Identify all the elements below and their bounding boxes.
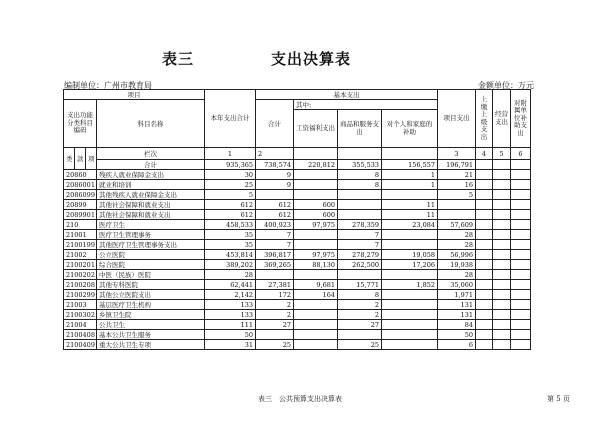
cell-pers [382,240,438,250]
header-func-code: 支出功能分类科目编码 [64,100,97,148]
cell-sal: 164 [294,290,338,300]
cell-sub: 2 [256,310,294,320]
cell-up [476,230,493,240]
cell-subs [511,300,531,310]
cell-subs [511,320,531,330]
cell-total: 30 [205,170,256,180]
header-salary: 工资福利支出 [294,110,338,148]
cell-proj: 19,938 [438,260,476,270]
cell-sal [294,310,338,320]
row-code: 2100408 [64,330,97,340]
cell-proj: 6 [438,340,476,350]
cell-subs [511,340,531,350]
cell-up [476,340,493,350]
cell-total: 458,533 [205,220,256,230]
col-no-6: 6 [511,148,531,160]
cell-sal [294,170,338,180]
cell-total: 612 [205,200,256,210]
table-row [64,190,531,200]
cell-total: 5 [205,190,256,200]
cell-pers: 23,084 [382,220,438,230]
cell-goods: 8 [338,170,382,180]
cell-pers: 1,852 [382,280,438,290]
cell-biz [493,250,511,260]
cell-goods [338,330,382,340]
table-row [64,210,531,220]
cell-up [476,280,493,290]
cell-biz [493,260,511,270]
header-project: 项目支出 [438,90,476,148]
cell-subs [511,250,531,260]
header-lei: 类 [64,148,75,170]
table-row [64,180,531,190]
row-code: 2100201 [64,260,97,270]
table-row [64,300,531,310]
table-row [64,240,531,250]
row-code: 2100202 [64,270,97,280]
header-basic: 基本支出 [256,90,438,100]
cell-sub: 7 [256,240,294,250]
row-name: 综合医院 [97,260,205,270]
cell-sal: 600 [294,200,338,210]
cell-biz [493,230,511,240]
cell-total: 453,814 [205,250,256,260]
footer-caption: 表三 公共预算支出决算表 [258,395,342,403]
cell-sal [294,230,338,240]
cell-total: 35 [205,230,256,240]
cell-sal [294,330,338,340]
cell-proj: 50 [438,330,476,340]
cell-biz [493,220,511,230]
cell-subs [511,240,531,250]
cell-total: 35 [205,240,256,250]
cell-proj: 57,609 [438,220,476,230]
cell-goods: 2 [338,310,382,320]
col-no-5: 5 [493,148,511,160]
cell-sub: 738,574 [256,160,294,170]
cell-sub [256,330,294,340]
row-code: 2089901 [64,210,97,220]
cell-subs [511,330,531,340]
cell-biz [493,340,511,350]
col-no-1: 1 [205,148,256,160]
cell-proj: 196,791 [438,160,476,170]
col-no-4: 4 [476,148,493,160]
row-code: 20860 [64,170,97,180]
cell-goods: 278,359 [338,220,382,230]
cell-proj: 35,060 [438,280,476,290]
cell-proj [438,200,476,210]
cell-subs [511,270,531,280]
cell-biz [493,310,511,320]
row-name: 其他残疾人就业保障金支出 [97,190,205,200]
header-kuan: 款 [75,148,86,170]
cell-pers [382,340,438,350]
row-name: 公立医院 [97,250,205,260]
table-row [64,320,531,330]
amount-unit: 金额单位：万元 [478,81,534,90]
cell-pers [382,270,438,280]
cell-sal [294,190,338,200]
cell-subs [511,230,531,240]
cell-sal [294,340,338,350]
cell-goods [338,190,382,200]
cell-up [476,290,493,300]
cell-pers [382,300,438,310]
table-row [64,250,531,260]
row-name: 基层医疗卫生机构 [97,300,205,310]
cell-up [476,300,493,310]
cell-sub: 172 [256,290,294,300]
cell-sal: 97,975 [294,250,338,260]
cell-total: 612 [205,210,256,220]
col-no-2: 2 [256,148,294,160]
row-name: 重大公共卫生专项 [97,340,205,350]
cell-pers: 1 [382,170,438,180]
cell-biz [493,210,511,220]
table-row [64,280,531,290]
cell-pers: 156,557 [382,160,438,170]
cell-proj: 28 [438,270,476,280]
table-row [64,310,531,320]
cell-sal [294,180,338,190]
header-business: 经营支出 [493,90,511,148]
cell-biz [493,160,511,170]
cell-goods [338,270,382,280]
cell-goods: 8 [338,180,382,190]
cell-sal [294,270,338,280]
cell-subs [511,180,531,190]
cell-subs [511,210,531,220]
cell-sub: 612 [256,210,294,220]
cell-sal: 220,812 [294,160,338,170]
cell-up [476,170,493,180]
cell-biz [493,320,511,330]
cell-goods: 2 [338,300,382,310]
cell-pers: 19,058 [382,250,438,260]
cell-up [476,270,493,280]
row-code: 2100208 [64,280,97,290]
cell-goods: 7 [338,240,382,250]
cell-up [476,320,493,330]
cell-subs [511,290,531,300]
header-subject-name: 科目名称 [97,100,205,148]
row-code: 21002 [64,250,97,260]
cell-goods: 15,771 [338,280,382,290]
cell-total: 28 [205,270,256,280]
row-code: 21001 [64,230,97,240]
header-item: 项目 [64,90,205,100]
cell-sal [294,240,338,250]
row-name: 乡镇卫生院 [97,310,205,320]
header-goods: 商品和服务支出 [338,110,382,148]
cell-proj: 1,971 [438,290,476,300]
row-code: 2100299 [64,290,97,300]
cell-up [476,310,493,320]
cell-pers: 17,206 [382,260,438,270]
cell-total: 133 [205,300,256,310]
cell-goods: 355,533 [338,160,382,170]
cell-proj: 28 [438,230,476,240]
cell-biz [493,300,511,310]
table-row [64,260,531,270]
table-row [64,160,531,170]
row-code: 21003 [64,300,97,310]
cell-up [476,240,493,250]
cell-proj [438,210,476,220]
cell-sub: 400,923 [256,220,294,230]
compiling-unit: 编制单位：广州市教育局 [64,81,152,90]
col-no-3: 3 [438,148,476,160]
cell-subs [511,200,531,210]
row-name: 合计 [97,160,205,170]
cell-total: 133 [205,310,256,320]
cell-proj: 21 [438,170,476,180]
cell-total: 31 [205,340,256,350]
table-row [64,230,531,240]
cell-total: 50 [205,330,256,340]
cell-total: 2,142 [205,290,256,300]
header-personal: 对个人和家庭的补助 [382,110,438,148]
cell-proj: 84 [438,320,476,330]
row-code: 2086099 [64,190,97,200]
cell-goods: 7 [338,230,382,240]
cell-total: 111 [205,320,256,330]
cell-sal: 9,681 [294,280,338,290]
header-total-year: 本年支出合计 [205,90,256,148]
cell-up [476,250,493,260]
table-number: 表三 [162,50,195,68]
cell-biz [493,270,511,280]
cell-goods: 25 [338,340,382,350]
cell-pers [382,290,438,300]
cell-proj: 5 [438,190,476,200]
cell-biz [493,330,511,340]
cell-up [476,180,493,190]
cell-biz [493,240,511,250]
cell-sal: 600 [294,210,338,220]
cell-pers: 1 [382,180,438,190]
cell-sub: 9 [256,180,294,190]
table-row [64,220,531,230]
table-row [64,330,531,340]
cell-biz [493,200,511,210]
row-code: 2086001 [64,180,97,190]
row-name: 其他医疗卫生管理事务支出 [97,240,205,250]
cell-biz [493,290,511,300]
row-name: 其他社会保障和就业支出 [97,210,205,220]
cell-pers [382,310,438,320]
cell-up [476,220,493,230]
cell-sal: 88,130 [294,260,338,270]
cell-subs [511,160,531,170]
table-row [64,200,531,210]
cell-goods [338,200,382,210]
cell-pers: 11 [382,210,438,220]
cell-subs [511,310,531,320]
cell-up [476,190,493,200]
cell-up [476,200,493,210]
cell-total: 25 [205,180,256,190]
row-code: 2100302 [64,310,97,320]
cell-up [476,160,493,170]
cell-biz [493,190,511,200]
cell-goods: 8 [338,290,382,300]
cell-sub: 369,265 [256,260,294,270]
row-name: 医疗卫生 [97,220,205,230]
row-name: 中医（民族）医院 [97,270,205,280]
page-title: 支出决算表 [271,50,352,68]
cell-subs [511,220,531,230]
cell-proj: 28 [438,240,476,250]
row-name: 残疾人就业保障金支出 [97,170,205,180]
table-row [64,340,531,350]
row-name: 基本公共卫生服务 [97,330,205,340]
cell-goods [338,210,382,220]
cell-goods: 278,279 [338,250,382,260]
cell-sub: 27,381 [256,280,294,290]
cell-total: 389,202 [205,260,256,270]
cell-sub: 27 [256,320,294,330]
cell-goods: 262,500 [338,260,382,270]
cell-goods: 27 [338,320,382,330]
cell-up [476,330,493,340]
table-row [64,290,531,300]
header-subsidy: 对附属单位补助支出 [511,90,531,148]
cell-sal [294,300,338,310]
expenditure-table [63,89,531,350]
row-name: 其他公立医院支出 [97,290,205,300]
cell-sub: 612 [256,200,294,210]
row-name: 其他社会保障和就业支出 [97,200,205,210]
cell-sal: 97,975 [294,220,338,230]
row-name: 就业和培训 [97,180,205,190]
header-upper: 上缴上级支出 [476,90,493,148]
cell-up [476,260,493,270]
cell-up [476,210,493,220]
cell-sub: 2 [256,300,294,310]
cell-sub: 9 [256,170,294,180]
row-code: 210 [64,220,97,230]
cell-proj: 56,996 [438,250,476,260]
table-row [64,270,531,280]
cell-sub: 396,817 [256,250,294,260]
cell-total: 62,441 [205,280,256,290]
cell-sub: 25 [256,340,294,350]
row-code: 2100409 [64,340,97,350]
header-xiang: 项 [86,148,97,170]
cell-sub [256,190,294,200]
row-code: 20899 [64,200,97,210]
cell-sal [294,320,338,330]
cell-proj: 131 [438,310,476,320]
table-row [64,170,531,180]
header-subtotal: 合计 [256,100,294,148]
cell-total: 935,365 [205,160,256,170]
cell-pers [382,320,438,330]
row-code: 2100199 [64,240,97,250]
cell-subs [511,170,531,180]
cell-biz [493,180,511,190]
cell-biz [493,170,511,180]
row-name: 公共卫生 [97,320,205,330]
page-number: 第 5 页 [547,395,570,403]
cell-sub: 7 [256,230,294,240]
cell-proj: 131 [438,300,476,310]
cell-subs [511,280,531,290]
cell-biz [493,280,511,290]
cell-pers [382,230,438,240]
cell-sub [256,270,294,280]
cell-subs [511,260,531,270]
header-column-no: 栏次 [97,148,205,160]
row-code: 21004 [64,320,97,330]
cell-pers: 11 [382,200,438,210]
row-name: 医疗卫生管理事务 [97,230,205,240]
header-of-which: 其中: [294,100,438,110]
cell-pers [382,190,438,200]
cell-subs [511,190,531,200]
cell-pers [382,330,438,340]
cell-proj: 16 [438,180,476,190]
row-name: 其他专科医院 [97,280,205,290]
